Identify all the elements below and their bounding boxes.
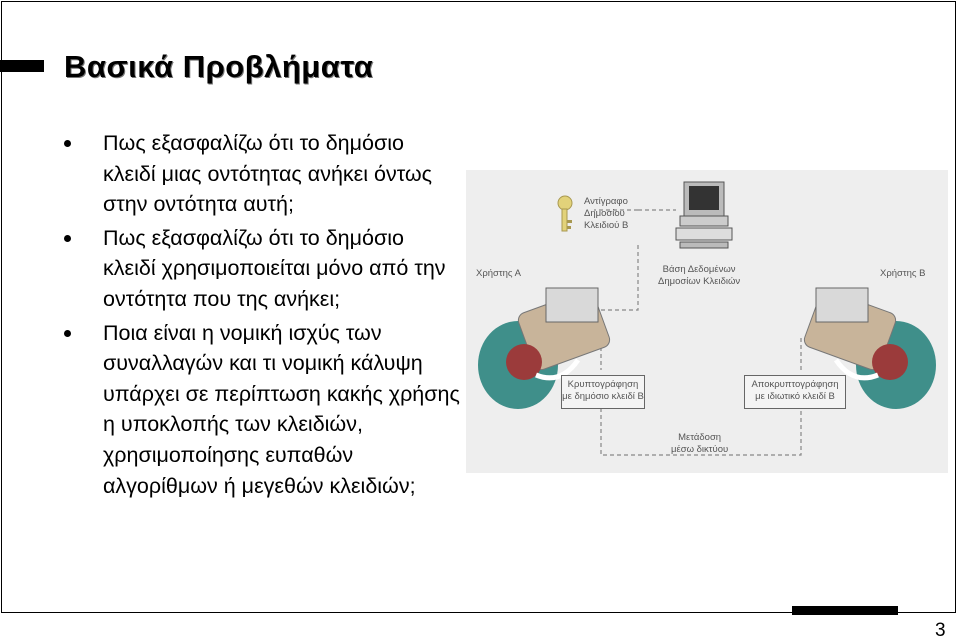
database-computer-icon	[676, 182, 732, 248]
bullet-text: Πως εξασφαλίζω ότι το δημόσιο κλειδί χρησιμοποιείται μόνο από την οντότητα που της ανήκει;	[103, 225, 446, 311]
database-label: Βάση Δεδομένων Δημοσίων Κλειδιών	[658, 264, 741, 287]
transfer-label: Μετάδοση μέσω δικτύου	[671, 432, 729, 455]
title-accent-bar	[0, 60, 44, 72]
public-key-diagram	[466, 170, 948, 473]
diagram-graphics	[466, 170, 948, 473]
decrypt-label: Αποκρυπτογράφηση με ιδιωτικό κλειδί Β	[751, 379, 839, 402]
bullet-item	[62, 318, 462, 502]
footer-accent-bar	[792, 606, 898, 615]
user-a-label: Χρήστης Α	[476, 268, 521, 279]
encrypt-box	[561, 375, 645, 409]
decrypt-box	[744, 375, 846, 409]
bullet-text: Ποια είναι η νομική ισχύς των συναλλαγών και τι νομική κάλυψη υπάρχει σε περίπτωση κακής χρήσης η υποκλοπής των κλειδιών, χρησιμοποίησης ευπαθών αλγορίθμων ή μεγεθών κλειδιών;	[103, 320, 460, 498]
bullet-dot-icon	[64, 330, 71, 337]
user-b-label: Χρήστης Β	[880, 268, 926, 279]
key-icon	[558, 196, 572, 231]
bullet-text: Πως εξασφαλίζω ότι το δημόσιο κλειδί μιας οντότητας ανήκει όντως στην οντότητα αυτή;	[103, 131, 433, 217]
bullet-item	[62, 223, 462, 315]
bullet-list	[62, 128, 462, 504]
bullet-dot-icon	[64, 140, 71, 147]
bullet-dot-icon	[64, 235, 71, 242]
key-copy-label: Αντίγραφο Δημοσίου Κλειδιού B	[584, 196, 629, 231]
slide-title: Βασικά Προβλήματα	[64, 49, 374, 84]
encrypt-label: Κρυπτογράφηση με δημόσιο κλειδί Β	[562, 379, 644, 402]
page-number: 3	[935, 620, 946, 641]
bullet-item	[62, 128, 462, 220]
